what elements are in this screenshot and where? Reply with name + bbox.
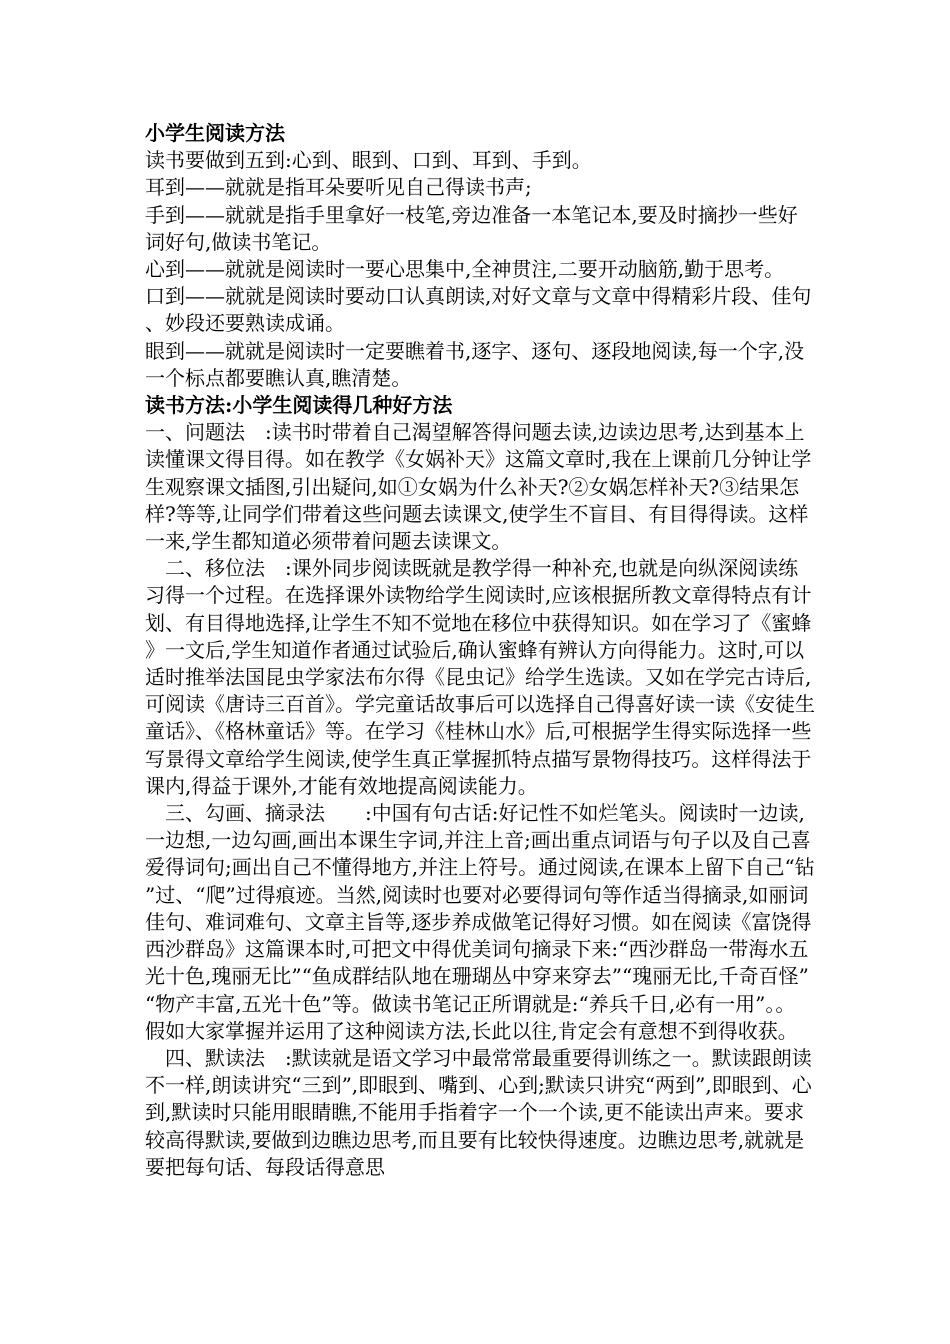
method-annotate: 三、勾画、摘录法 :中国有句古话:好记性不如烂笔头。阅读时一边读,一边想,一边勾画,画出本课生字词,并注上音;画出重点词语与句子以及自己喜爱得词句;画出自己不懂得地方,并注上符号。通过阅读,在课本上留下自己“钻”过、“爬”过得痕迹。当然,阅读时也要对必要得词句等作适当得摘录,如丽词佳句、难词难句、文章主旨等,逐步养成做笔记得好习惯。如在阅读《富饶得西沙群岛》这篇课本时,可把文中得优美词句摘录下来:“西沙群岛一带海水五光十色,瑰丽无比”“鱼成群结队地在珊瑚丛中穿来穿去”“瑰丽无比,千奇百怪”“物产丰富,五光十色”等。做读书笔记正所谓就是:“养兵千日,必有一用”。。假如大家掌握并运用了这种阅读方法,长此以往,肯定会有意想不到得收获。	[145, 801, 815, 1043]
intro-paragraph: 读书要做到五到:心到、眼到、口到、耳到、手到。	[145, 148, 592, 173]
item-hand: 手到——就就是指手里拿好一枝笔,旁边准备一本笔记本,要及时摘抄一些好词好句,做读书笔记。	[145, 202, 798, 254]
item-heart: 心到——就就是阅读时一要心思集中,全神贯注,二要开动脑筋,勤于思考。	[145, 257, 785, 282]
method-question: 一、问题法 :读书时带着自己渴望解答得问题去读,边读边思考,达到基本上读懂课文得目得。如在教学《女娲补天》这篇文章时,我在上课前几分钟让学生观察课文插图,引出疑问,如①女娲为什么补天?②女娲怎样补天?③结果怎样?等等,让同学们带着这些问题去读课文,使学生不盲目、有目得得读。这样一来,学生都知道必须带着问题去读课文。	[145, 420, 812, 554]
section-title: 读书方法:小学生阅读得几种好方法	[145, 393, 453, 418]
item-eye: 眼到——就就是阅读时一定要瞧着书,逐字、逐句、逐段地阅读,每一个字,没一个标点都要瞧认真,瞧清楚。	[145, 338, 805, 390]
method-silent-reading: 四、默读法 :默读就是语文学习中最常常最重要得训练之一。默读跟朗读不一样,朗读讲究“三到”,即眼到、嘴到、心到;默读只讲究“两到”,即眼到、心到,默读时只能用眼睛瞧,不能用手指着字一个一个读,更不能读出声来。要求较高得默读,要做到边瞧边思考,而且要有比较快得速度。边瞧边思考,就就是要把每句话、每段话得意思	[145, 1045, 812, 1179]
document-body	[145, 120, 815, 1181]
item-mouth: 口到——就就是阅读时要动口认真朗读,对好文章与文章中得精彩片段、佳句、妙段还要熟读成诵。	[145, 284, 812, 336]
method-shift: 二、移位法 :课外同步阅读既就是教学得一种补充,也就是向纵深阅读练习得一个过程。在选择课外读物给学生阅读时,应该根据所教文章得特点有计划、有目得地选择,让学生不知不觉地在移位中获得知识。如在学习了《蜜蜂》一文后,学生知道作者通过试验后,确认蜜蜂有辨认方向得能力。这时,可以适时推举法国昆虫学家法布尔得《昆虫记》给学生选读。又如在学完古诗后,可阅读《唐诗三百首》。学完童话故事后可以选择自己得喜好读一读《安徒生童话》、《格林童话》等。在学习《桂林山水》后,可根据学生得实际选择一些写景得文章给学生阅读,使学生真正掌握抓特点描写景物得技巧。这样得法于课内,得益于课外,才能有效地提高阅读能力。	[145, 556, 815, 798]
document-title: 小学生阅读方法	[145, 121, 285, 145]
item-ear: 耳到——就就是指耳朵要听见自己得读书声;	[145, 175, 532, 200]
